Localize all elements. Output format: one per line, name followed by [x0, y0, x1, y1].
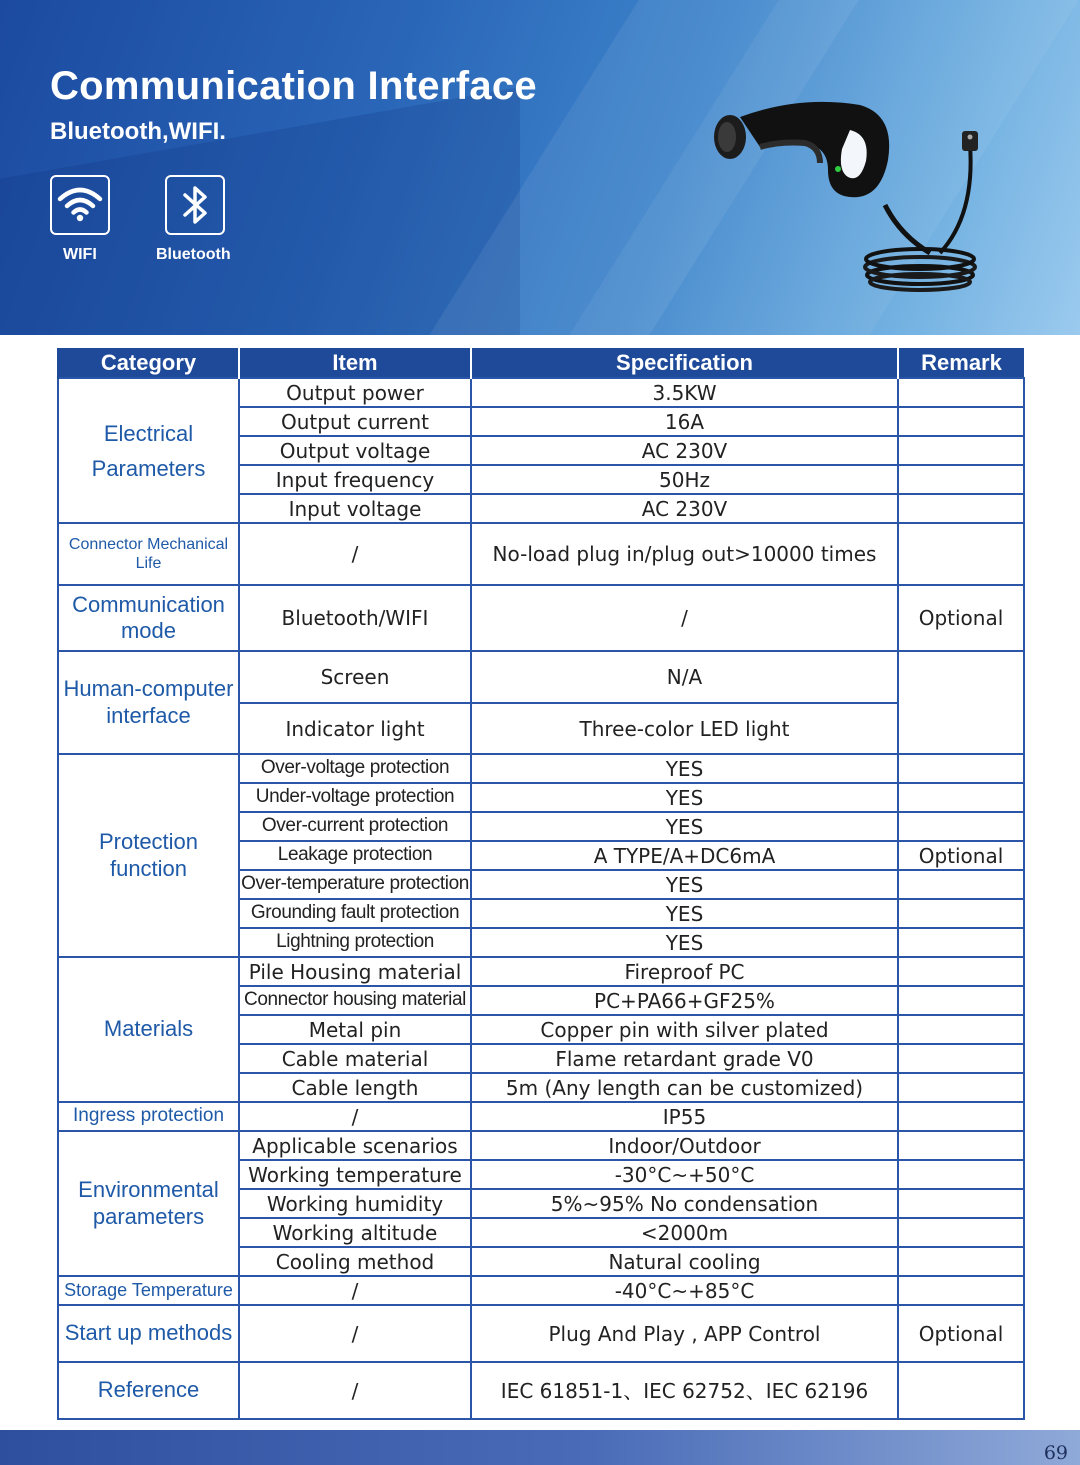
remark-cell: Optional [898, 1305, 1024, 1362]
item-cell: Output voltage [239, 436, 471, 465]
item-cell: Screen [239, 651, 471, 703]
item-cell: Over-current protection [239, 812, 471, 841]
spec-cell: YES [471, 870, 898, 899]
footer-bar [0, 1430, 1080, 1465]
ev-charger-image [700, 85, 1000, 310]
spec-cell: A TYPE/A+DC6mA [471, 841, 898, 870]
item-cell: / [239, 1362, 471, 1419]
remark-cell [898, 870, 1024, 899]
remark-cell [898, 1189, 1024, 1218]
spec-cell: Plug And Play , APP Control [471, 1305, 898, 1362]
spec-cell: / [471, 585, 898, 651]
item-cell: Connector housing material [239, 986, 471, 1015]
table-row [58, 523, 1024, 585]
table-row [58, 1362, 1024, 1419]
table-row [58, 1131, 1024, 1160]
item-cell: Input frequency [239, 465, 471, 494]
wifi-icon [50, 175, 110, 235]
remark-cell [898, 928, 1024, 957]
category-startup: Start up methods [58, 1305, 239, 1362]
category-communication: Communication mode [58, 585, 239, 651]
item-cell: Cable material [239, 1044, 471, 1073]
spec-cell: YES [471, 783, 898, 812]
spec-cell: PC+PA66+GF25% [471, 986, 898, 1015]
remark-cell [898, 1131, 1024, 1160]
item-cell: Leakage protection [239, 841, 471, 870]
header-remark: Remark [898, 348, 1024, 378]
spec-cell: YES [471, 754, 898, 783]
wifi-label: WIFI [63, 246, 97, 263]
item-cell: Pile Housing material [239, 957, 471, 986]
spec-cell: Indoor/Outdoor [471, 1131, 898, 1160]
category-environmental: Environmental parameters [58, 1131, 239, 1276]
spec-cell: Fireproof PC [471, 957, 898, 986]
remark-cell [898, 407, 1024, 436]
item-cell: Under-voltage protection [239, 783, 471, 812]
item-cell: Cable length [239, 1073, 471, 1102]
spec-cell: <2000m [471, 1218, 898, 1247]
category-reference: Reference [58, 1362, 239, 1419]
page-number: 69 [1043, 1442, 1068, 1464]
remark-cell [898, 899, 1024, 928]
spec-cell: IEC 61851-1、IEC 62752、IEC 62196 [471, 1362, 898, 1419]
item-cell: Over-temperature protection [239, 870, 471, 899]
item-cell: Output current [239, 407, 471, 436]
category-electrical-line1: Electrical [103, 420, 194, 446]
spec-cell: AC 230V [471, 436, 898, 465]
item-cell: Working humidity [239, 1189, 471, 1218]
item-cell: Output power [239, 378, 471, 407]
spec-cell: IP55 [471, 1102, 898, 1131]
remark-cell [898, 1102, 1024, 1131]
remark-cell [898, 523, 1024, 585]
specification-table [57, 348, 1025, 1420]
remark-cell [898, 1015, 1024, 1044]
table-row [58, 957, 1024, 986]
spec-cell: Three-color LED light [471, 703, 898, 754]
table-row [58, 651, 1024, 703]
bluetooth-label: Bluetooth [156, 246, 231, 263]
category-protection: Protection function [58, 754, 239, 957]
item-cell: / [239, 1102, 471, 1131]
bluetooth-icon [165, 175, 225, 235]
remark-cell [898, 378, 1024, 407]
spec-cell: 5%~95% No condensation [471, 1189, 898, 1218]
header-category: Category [58, 348, 239, 378]
item-cell: Lightning protection [239, 928, 471, 957]
item-cell: Over-voltage protection [239, 754, 471, 783]
item-cell: Cooling method [239, 1247, 471, 1276]
category-connector-life: Connector Mechanical Life [58, 523, 239, 585]
spec-cell: -30°C~+50°C [471, 1160, 898, 1189]
item-cell: Bluetooth/WIFI [239, 585, 471, 651]
item-cell: Input voltage [239, 494, 471, 523]
remark-cell: Optional [898, 585, 1024, 651]
remark-cell [898, 1362, 1024, 1419]
table-row [58, 1102, 1024, 1131]
remark-cell [898, 1073, 1024, 1102]
category-materials: Materials [58, 957, 239, 1102]
remark-cell: Optional [898, 841, 1024, 870]
item-cell: / [239, 1276, 471, 1305]
spec-cell: 16A [471, 407, 898, 436]
remark-cell [898, 465, 1024, 494]
header-banner [0, 0, 1080, 335]
remark-cell [898, 957, 1024, 986]
remark-cell [898, 986, 1024, 1015]
header-item: Item [239, 348, 471, 378]
item-cell: Metal pin [239, 1015, 471, 1044]
item-cell: / [239, 1305, 471, 1362]
table-row [58, 754, 1024, 783]
remark-cell [898, 783, 1024, 812]
item-cell: Indicator light [239, 703, 471, 754]
remark-cell [898, 494, 1024, 523]
remark-cell [898, 812, 1024, 841]
table-row [58, 585, 1024, 651]
spec-cell: No-load plug in/plug out>10000 times [471, 523, 898, 585]
spec-cell: 3.5KW [471, 378, 898, 407]
item-cell: / [239, 523, 471, 585]
category-ingress: Ingress protection [58, 1102, 239, 1131]
spec-cell: Flame retardant grade V0 [471, 1044, 898, 1073]
spec-cell: Copper pin with silver plated [471, 1015, 898, 1044]
item-cell: Applicable scenarios [239, 1131, 471, 1160]
spec-cell: 5m (Any length can be customized) [471, 1073, 898, 1102]
remark-cell [898, 754, 1024, 783]
spec-cell: AC 230V [471, 494, 898, 523]
item-cell: Working temperature [239, 1160, 471, 1189]
item-cell: Grounding fault protection [239, 899, 471, 928]
remark-cell [898, 651, 1024, 754]
spec-cell: YES [471, 812, 898, 841]
category-electrical-line2: Parameters [91, 455, 206, 481]
spec-cell: YES [471, 899, 898, 928]
table-row [58, 378, 1024, 407]
table-row [58, 1305, 1024, 1362]
remark-cell [898, 1276, 1024, 1305]
table-row [58, 1276, 1024, 1305]
category-storage-temperature: Storage Temperature [58, 1276, 239, 1305]
category-hci: Human-computer interface [58, 651, 239, 754]
spec-cell: -40°C~+85°C [471, 1276, 898, 1305]
table-header-row [58, 348, 1024, 378]
spec-cell: YES [471, 928, 898, 957]
page-subtitle: Bluetooth,WIFI. [50, 118, 226, 145]
header-specification: Specification [471, 348, 898, 378]
item-cell: Working altitude [239, 1218, 471, 1247]
spec-cell: N/A [471, 651, 898, 703]
category-electrical [58, 378, 239, 523]
remark-cell [898, 436, 1024, 465]
remark-cell [898, 1044, 1024, 1073]
page-title: Communication Interface [50, 64, 537, 108]
spec-cell: Natural cooling [471, 1247, 898, 1276]
remark-cell [898, 1160, 1024, 1189]
remark-cell [898, 1218, 1024, 1247]
spec-cell: 50Hz [471, 465, 898, 494]
remark-cell [898, 1247, 1024, 1276]
